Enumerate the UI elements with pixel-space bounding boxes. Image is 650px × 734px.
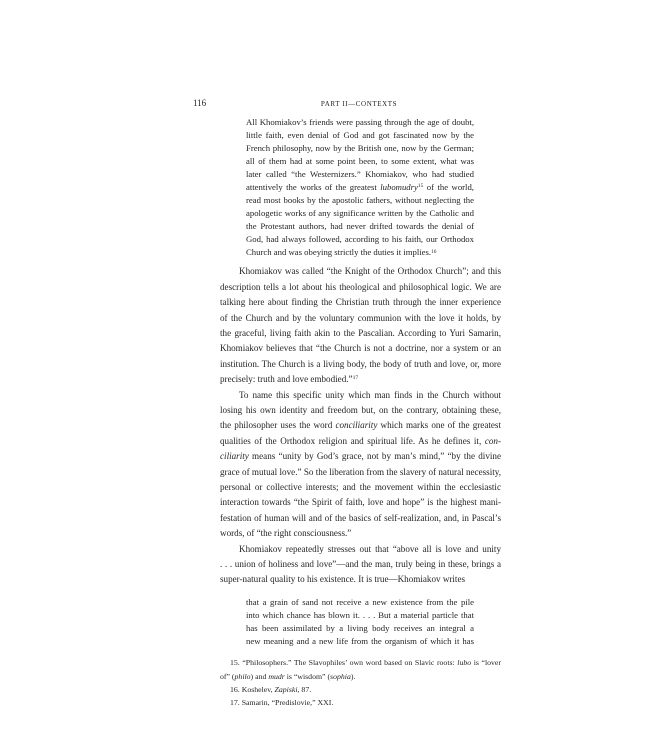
text-line — [220, 403, 501, 418]
paragraph — [220, 388, 501, 542]
text-run: , 87. — [297, 684, 312, 694]
text-run: Samarin, “Predislovie,” XXI. — [241, 698, 334, 708]
text-run: means “unity by God’s grace, not by man’s mind,” “by the divine — [248, 451, 501, 462]
text-run: little faith, even denial of God and got fascinated now by the — [246, 129, 474, 140]
text-line — [220, 683, 501, 696]
text-line — [220, 295, 501, 310]
text-line — [246, 181, 474, 194]
footnote-number: 17. — [230, 698, 240, 708]
text-run: French philosophy, now by the British one, now by the German; — [246, 142, 474, 153]
italic-term: lubomudry — [380, 181, 418, 192]
text-line — [246, 142, 474, 155]
text-run: has been assimilated by a living body receives an integral a — [246, 622, 474, 633]
italic-term: con- — [484, 435, 501, 446]
text-run: . . . union of holiness and love”—and the man, truly being in these, brings a — [220, 559, 501, 570]
text-line — [246, 129, 474, 142]
footnote-number: 15. — [230, 658, 240, 668]
footnote — [220, 696, 501, 709]
text-run: the philosopher uses the word — [220, 420, 336, 431]
text-line — [220, 372, 501, 387]
page-number: 116 — [193, 98, 207, 108]
text-run: apologetic works of any significance written by the Catholic and — [246, 208, 474, 219]
text-run: losing his own identity and freedom but, on the contrary, obtaining these, — [220, 404, 501, 415]
italic-term: mudr — [268, 671, 285, 681]
text-run: later called “the Westernizers.” Khomiakov, who had studied — [246, 168, 474, 179]
text-line — [220, 449, 501, 464]
footnote-reference: 15 — [417, 183, 424, 190]
text-line — [220, 341, 501, 356]
text-run: grace of mutual love.” So the liberation from the slavery of natural necessity, — [220, 466, 501, 477]
text-run: attentively the works of the greatest — [246, 181, 381, 192]
footnote — [220, 656, 501, 683]
text-line — [246, 246, 474, 259]
footnote — [220, 683, 501, 696]
text-line — [220, 696, 501, 709]
text-line — [246, 194, 474, 207]
text-run: institution. The Church is a living body, the body of truth and love, or, more — [220, 358, 501, 369]
italic-term: conciliarity — [335, 420, 378, 431]
text-line — [246, 622, 474, 635]
text-run: precisely: truth and love embodied.” — [220, 374, 353, 385]
text-line — [220, 511, 501, 526]
block-quote-2 — [246, 596, 474, 648]
text-run: talking here about finding the Christian truth through the inner experience — [220, 297, 501, 308]
text-run: new meaning and a new life from the organism of which it has — [246, 635, 474, 646]
running-head: PART II—CONTEXTS — [320, 99, 398, 108]
text-run: personal or collective interests; and the movement within the ecclesiastic — [220, 481, 501, 492]
text-line — [246, 596, 474, 609]
text-line — [246, 116, 474, 129]
text-line — [246, 635, 474, 648]
text-line — [246, 168, 474, 181]
text-run: “Philosophers.” The Slavophiles’ own word based on Slavic roots: — [242, 658, 458, 668]
text-run: all of them had at some point been, to some extent, what was — [246, 155, 474, 166]
paragraph — [220, 264, 501, 387]
text-run: is “lover — [471, 658, 501, 668]
text-run: Khomiakov believes that “the Church is not a doctrine, nor a system or an — [220, 343, 501, 354]
text-run: of the world, — [423, 181, 474, 192]
footnote-reference: 17 — [352, 375, 359, 382]
footnotes — [220, 656, 501, 709]
italic-term: ciliarity — [220, 451, 249, 462]
text-line — [220, 264, 501, 279]
italic-term: sophia — [330, 671, 351, 681]
italic-term: philo — [234, 671, 251, 681]
text-line — [220, 465, 501, 480]
text-run: which marks one of the greatest — [377, 420, 502, 431]
text-run: festation of human will and of the basics of self-realization, and, in Pascal’s — [220, 512, 501, 523]
text-line — [246, 609, 474, 622]
text-run: super-natural quality to his existence. It is true—Khomiakov writes — [220, 574, 466, 585]
text-run: into which chance has blown it. . . . But a material particle that — [246, 609, 474, 620]
text-line — [220, 480, 501, 495]
text-run: is “wisdom” ( — [284, 671, 331, 681]
text-run: description tells a lot about his theological and philosophical logic. We are — [220, 281, 501, 292]
text-line — [220, 557, 501, 572]
text-run: read most books by the apostolic fathers, without neglecting the — [246, 195, 474, 206]
text-line — [220, 572, 501, 587]
text-run: God, had always followed, according to his faith, our Orthodox — [246, 234, 474, 245]
text-line — [220, 542, 501, 557]
text-line — [220, 670, 501, 683]
text-run: Church and was obeying strictly the duties it implies. — [246, 247, 432, 258]
text-line — [246, 207, 474, 220]
text-run: of the Church and by the voluntary communion with the love it holds, by — [220, 312, 501, 323]
italic-term: lubo — [457, 658, 472, 668]
text-run: ). — [350, 671, 356, 681]
text-line — [220, 418, 501, 433]
text-line — [220, 434, 501, 449]
text-run: interaction towards “the Spirit of faith, love and hope” is the highest mani- — [220, 497, 501, 508]
text-run: Koshelev, — [241, 684, 275, 694]
text-line — [246, 233, 474, 246]
text-run: All Khomiakov’s friends were passing through the age of doubt, — [246, 116, 474, 127]
text-line — [220, 280, 501, 295]
text-run: that a grain of sand not receive a new existence from the pile — [246, 596, 474, 607]
text-run: words, of “the right consciousness.” — [220, 528, 352, 539]
text-line — [220, 656, 501, 669]
text-run: To name this specific unity which man finds in the Church without — [239, 389, 501, 400]
text-run: Khomiakov was called “the Knight of the Orthodox Church”; and this — [239, 266, 501, 277]
footnote-reference: 16 — [431, 248, 437, 255]
block-quote-1 — [246, 116, 474, 260]
text-line — [246, 155, 474, 168]
text-line — [220, 388, 501, 403]
text-run: qualities of the Orthodox religion and spiritual life. As he defines it, — [220, 435, 485, 446]
text-line — [220, 311, 501, 326]
text-run: the graceful, living faith akin to the Pascalian. According to Yuri Samarin, — [220, 327, 501, 338]
text-line — [220, 326, 501, 341]
text-run: of” ( — [220, 671, 235, 681]
text-line — [220, 357, 501, 372]
text-line — [246, 220, 474, 233]
footnote-number: 16. — [230, 684, 240, 694]
italic-term: Zapiski — [274, 684, 298, 694]
text-line — [220, 495, 501, 510]
text-run: ) and — [250, 671, 269, 681]
text-run: the Protestant authors, had never drifted towards the denial of — [246, 221, 474, 232]
paragraph — [220, 542, 501, 588]
text-line — [220, 526, 501, 541]
main-text — [220, 264, 501, 588]
text-run: Khomiakov repeatedly stresses out that “above all is love and unity — [239, 543, 501, 554]
